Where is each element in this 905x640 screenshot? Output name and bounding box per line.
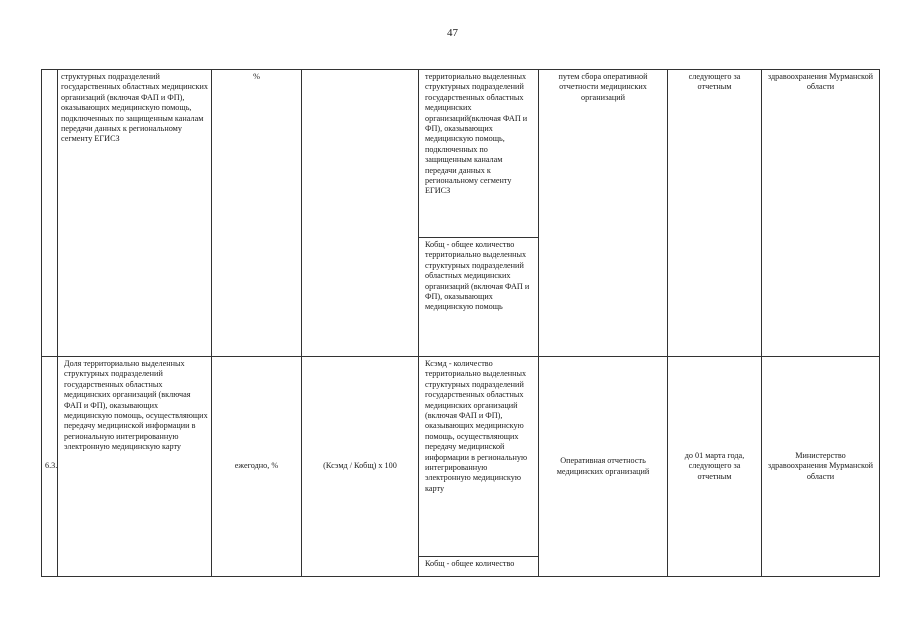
- indicator-name-cell: структурных подразделений государственных областных медицинских организаций (включая ФАП и ФП), оказывающих медицинскую помощь, подключенных по защищенным каналам передачи данных к региональному сегменту ЕГИСЗ: [58, 70, 212, 357]
- term-cell: до 01 марта года, следующего за отчетным: [668, 357, 762, 577]
- variable-description-cell: территориально выделенных структурных подразделений государственных областных медицинских организаций(включая ФАП и ФП), оказывающих медицинскую помощь, подключенных по защищенным каналам передачи данных к региональному сегменту ЕГИСЗ: [419, 70, 539, 238]
- responsible-cell: здравоохранения Мурманской области: [762, 70, 880, 357]
- row-number-cell: [42, 70, 58, 357]
- responsible-cell: Министерство здравоохранения Мурманской области: [762, 357, 880, 577]
- unit-cell: ежегодно, %: [212, 357, 302, 577]
- variable-description-cell: Кобщ - общее количество территориально выделенных структурных подразделений областных медицинских организаций (включая ФАП и ФП), оказывающих медицинскую помощь: [419, 238, 539, 357]
- indicator-table: [41, 69, 880, 577]
- collection-method-cell: путем сбора оперативной отчетности медицинских организаций: [539, 70, 668, 357]
- term-cell: следующего за отчетным: [668, 70, 762, 357]
- unit-cell: %: [212, 70, 302, 357]
- formula-cell: (Ксэмд / Кобщ) x 100: [302, 357, 419, 577]
- collection-method-cell: Оперативная отчетность медицинских организаций: [539, 357, 668, 577]
- table-row: [42, 357, 880, 557]
- table-row: [42, 70, 880, 238]
- indicator-name-cell: Доля территориально выделенных структурных подразделений государственных областных медицинских организаций (включая ФАП и ФП), оказывающих медицинскую помощь, осуществляющих передачу медицинской информации в региональную интегрированную электронную медицинскую карту: [58, 357, 212, 577]
- variable-description-cell: Ксэмд - количество территориально выделенных структурных подразделений государственных областных медицинских организаций (включая ФАП и ФП), оказывающих медицинскую помощь, осуществляющих передачу медицинской информации в региональную интегрированную электронную медицинскую карту: [419, 357, 539, 557]
- page-number: 47: [447, 27, 458, 39]
- variable-description-cell: Кобщ - общее количество: [419, 557, 539, 577]
- formula-cell: [302, 70, 419, 357]
- row-number-cell: 6.3.: [42, 357, 58, 577]
